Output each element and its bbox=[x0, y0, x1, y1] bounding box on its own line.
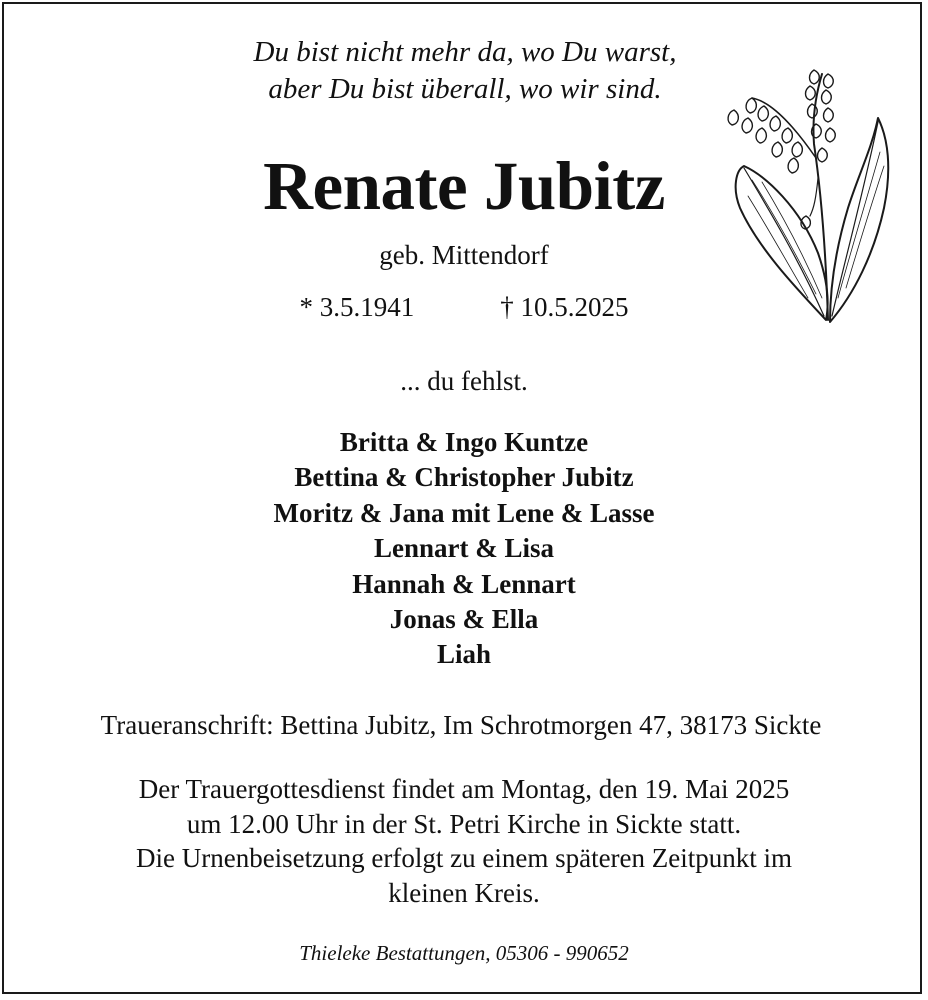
tagline: ... du fehlst. bbox=[400, 366, 528, 396]
mourner-line: Jonas & Ella bbox=[389, 604, 539, 635]
mourner-line: Bettina & Christopher Jubitz bbox=[294, 462, 634, 493]
service-line: Die Urnenbeisetzung erfolgt zu einem späteren Zeitpunkt im bbox=[135, 843, 793, 873]
service-line: um 12.00 Uhr in der St. Petri Kirche in Sickte statt. bbox=[186, 808, 742, 839]
undertaker-contact: Thieleke Bestattungen, 05306 - 990652 bbox=[299, 941, 629, 965]
mourner-line: Lennart & Lisa bbox=[373, 533, 554, 564]
service-line: kleinen Kreis. bbox=[388, 877, 540, 908]
quote-line: Du bist nicht mehr da, wo Du warst, bbox=[253, 36, 677, 68]
lily-of-the-valley-icon bbox=[718, 58, 896, 328]
birth-date: * 3.5.1941 bbox=[299, 292, 415, 322]
service-line: Der Trauergottesdienst findet am Montag, den 19. Mai 2025 bbox=[138, 774, 790, 804]
mourner-line: Britta & Ingo Kuntze bbox=[339, 427, 589, 457]
maiden-name: geb. Mittendorf bbox=[379, 240, 549, 270]
mourning-address: Traueranschrift: Bettina Jubitz, Im Schrotmorgen 47, 38173 Sickte bbox=[100, 710, 822, 740]
mourner-line: Hannah & Lennart bbox=[352, 568, 576, 599]
mourner-line: Moritz & Jana mit Lene & Lasse bbox=[273, 497, 655, 528]
mourner-line: Liah bbox=[436, 639, 492, 670]
quote-line: aber Du bist überall, wo wir sind. bbox=[268, 73, 662, 105]
mourners-list bbox=[0, 425, 928, 673]
deceased-name: Renate Jubitz bbox=[263, 148, 665, 224]
death-date: † 10.5.2025 bbox=[500, 292, 629, 322]
service-notice bbox=[0, 772, 928, 910]
